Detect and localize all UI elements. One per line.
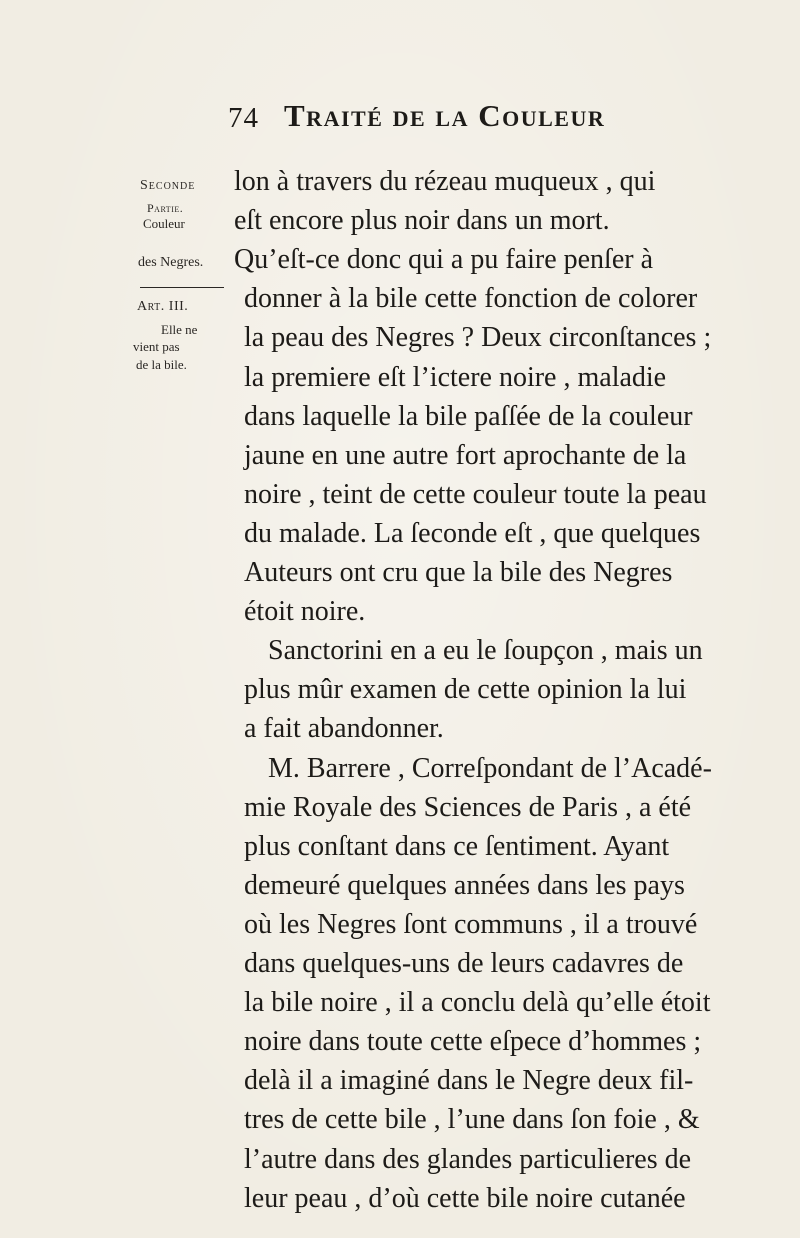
body-line: demeuré quelques années dans les pays: [244, 869, 685, 901]
body-line: la bile noire , il a conclu delà qu’elle étoit: [244, 987, 711, 1019]
body-line: jaune en une autre fort aprochante de la: [244, 439, 687, 471]
margin-partie-label: Partie.: [147, 201, 184, 215]
body-line: donner à la bile cette fonction de colorer: [244, 283, 698, 315]
body-line: noire dans toute cette eſpece d’hommes ;: [244, 1026, 702, 1058]
body-line: lon à travers du rézeau muqueux , qui: [234, 166, 656, 197]
margin-note-line-2: vient pas: [133, 339, 180, 354]
body-line: delà il a imaginé dans le Negre deux fil-: [244, 1065, 694, 1097]
margin-divider: [140, 287, 224, 288]
body-line: noire , teint de cette couleur toute la peau: [244, 478, 707, 510]
body-line: a fait abandonner.: [244, 713, 444, 745]
body-line: dans laquelle la bile paſſée de la couleur: [244, 400, 693, 432]
body-line: du malade. La ſeconde eſt , que quelques: [244, 517, 701, 549]
page-number: 74: [228, 102, 259, 134]
body-line: la peau des Negres ? Deux circonſtances ;: [244, 322, 712, 354]
body-line: Qu’eſt-ce donc qui a pu faire penſer à: [234, 244, 654, 276]
body-line: M. Barrere , Correſpondant de l’Acadé-: [268, 752, 712, 784]
body-line: mie Royale des Sciences de Paris , a été: [244, 791, 692, 823]
margin-section-label: Seconde: [140, 178, 196, 193]
running-title: Traité de la Couleur: [284, 98, 606, 133]
body-line: tres de cette bile , l’une dans ſon foie , &: [244, 1104, 700, 1136]
body-line: la premiere eſt l’ictere noire , maladie: [244, 361, 667, 393]
body-line: l’autre dans des glandes particulieres de: [244, 1143, 692, 1175]
margin-note-line-1: Elle ne: [161, 322, 198, 337]
margin-note-line-3: de la bile.: [136, 357, 187, 372]
margin-article-label: Art. III.: [137, 299, 189, 314]
body-line: plus conſtant dans ce ſentiment. Ayant: [244, 830, 670, 862]
body-line: leur peau , d’où cette bile noire cutanée: [244, 1182, 686, 1214]
body-line: où les Negres ſont communs , il a trouvé: [244, 908, 698, 940]
margin-couleur-label: Couleur: [143, 216, 185, 231]
body-line: Auteurs ont cru que la bile des Negres: [244, 557, 673, 588]
body-line: eſt encore plus noir dans un mort.: [234, 205, 610, 237]
page-header: [228, 98, 708, 142]
body-line: étoit noire.: [244, 596, 366, 628]
body-line: Sanctorini en a eu le ſoupçon , mais un: [268, 635, 703, 667]
body-line: plus mûr examen de cette opinion la lui: [244, 674, 687, 706]
margin-negres-label: des Negres.: [138, 255, 204, 270]
body-line: dans quelques-uns de leurs cadavres de: [244, 948, 684, 979]
